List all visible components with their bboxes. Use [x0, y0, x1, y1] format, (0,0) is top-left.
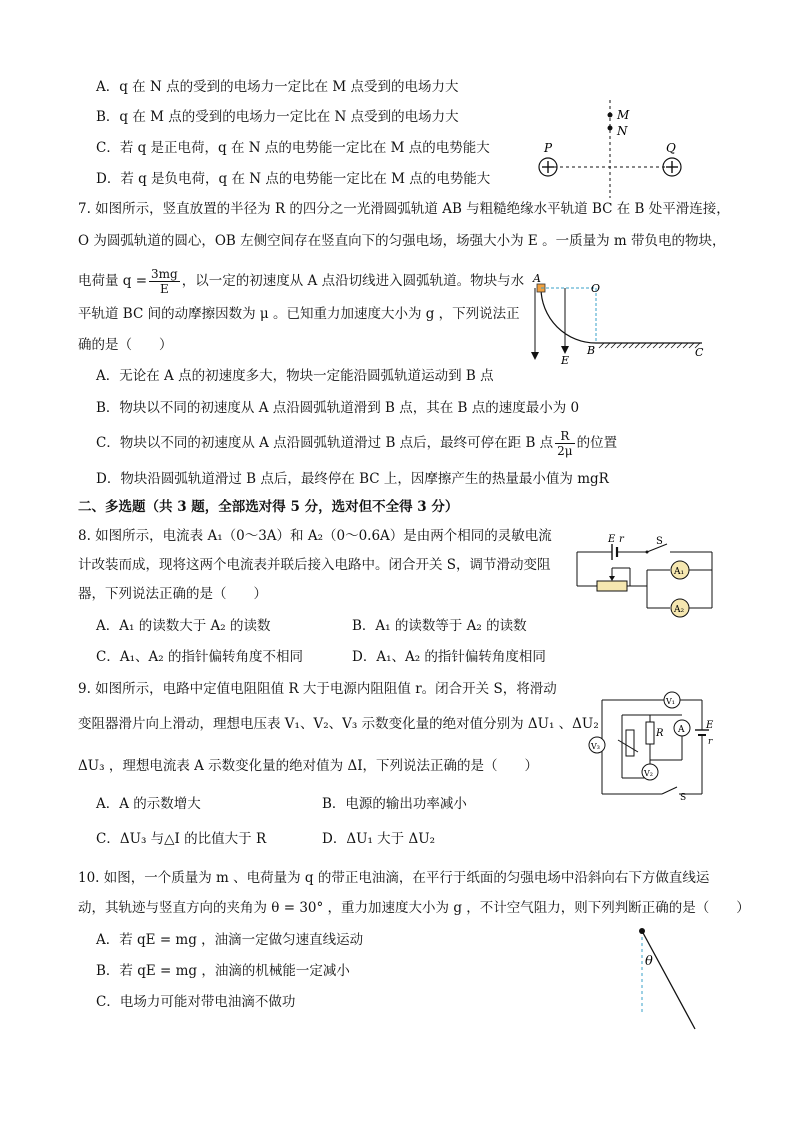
q7-option-c: C．物块以不同的初速度从 A 点沿圆弧轨道滑过 B 点后，最终可停在距 B 点 $\frac{R}{2\mu}$ 的位置: [96, 429, 618, 458]
q6-figure: [530, 100, 700, 200]
q7-option-a: A．无论在 A 点的初速度多大，物块一定能沿圆弧轨道运动到 B 点: [96, 368, 494, 384]
q8-option-d: D．A₁、A₂ 的指针偏转角度相同: [352, 649, 546, 665]
svg-text:E: E: [561, 354, 570, 367]
q7-fraction: $\frac{3mg}{E}$: [151, 267, 178, 296]
label-n: N: [617, 124, 628, 138]
svg-text:S: S: [656, 536, 663, 547]
svg-text:A₁: A₁: [674, 567, 685, 577]
q9-line-2: 变阻器滑片向上滑动，理想电压表 V₁、V₂、V₃ 示数变化量的绝对值分别为 ΔU₁ 、ΔU₂: [78, 716, 599, 732]
q7-line-2: O 为圆弧轨道的圆心，OB 左侧空间存在竖直向下的匀强电场，场强大小为 E 。一质量为 m 带负电的物块，: [78, 233, 726, 249]
q7-option-b: B．物块以不同的初速度从 A 点沿圆弧轨道滑到 B 点，其在 B 点的速度最小为 0: [96, 400, 580, 416]
q10-option-b: B．若 qE = mg ，油滴的机械能一定减小: [96, 963, 350, 979]
q9-option-c: C．ΔU₃ 与△I 的比值大于 R: [96, 831, 267, 847]
label-q: Q: [666, 141, 676, 155]
svg-text:R: R: [656, 728, 664, 739]
svg-text:E: E: [706, 720, 714, 731]
section-title: 二、多选题（共 3 题，全部选对得 5 分，选对但不全得 3 分）: [78, 499, 459, 515]
q8-circuit: [572, 530, 722, 625]
q7-c-fraction: $\frac{R}{2\mu}$: [557, 429, 573, 458]
q10-figure: [630, 925, 710, 1035]
q6-option-d: D．若 q 是负电荷，q 在 N 点的电势能一定比在 M 点的电势能大: [96, 171, 491, 187]
q6-option-b: B．q 在 M 点的受到的电场力一定比在 N 点受到的电场力大: [96, 109, 459, 125]
svg-text:O: O: [591, 282, 601, 295]
svg-text:S: S: [680, 793, 687, 803]
label-m: M: [617, 108, 630, 122]
q8-option-a: A．A₁ 的读数大于 A₂ 的读数: [96, 618, 271, 634]
svg-text:A₂: A₂: [674, 605, 685, 615]
q9-option-d: D．ΔU₁ 大于 ΔU₂: [322, 831, 435, 847]
q8-option-c: C．A₁、A₂ 的指针偏转角度不相同: [96, 649, 303, 665]
q7-figure: [527, 268, 717, 368]
q6-option-a: A．q 在 N 点的受到的电场力一定比在 M 点受到的电场力大: [96, 79, 459, 95]
q8-line-1: 8. 如图所示，电流表 A₁（0～3A）和 A₂（0～0.6A）是由两个相同的灵敏电流: [78, 528, 552, 544]
q7-line-3: 电荷量 q = $\frac{3mg}{E}$ ，以一定的初速度从 A 点沿切线进入圆弧轨道。物块与水: [78, 267, 525, 296]
svg-text:A: A: [533, 272, 541, 285]
svg-text:C: C: [695, 346, 704, 359]
svg-text:E: E: [608, 534, 616, 545]
q8-line-3: 器，下列说法正确的是（ ）: [78, 586, 267, 602]
q7-line-4: 平轨道 BC 间的动摩擦因数为 μ 。已知重力加速度大小为 g ，下列说法正: [78, 306, 520, 322]
q9-option-b: B．电源的输出功率减小: [322, 796, 467, 812]
q7-line-1: 7. 如图所示，竖直放置的半径为 R 的四分之一光滑圆弧轨道 AB 与粗糙绝缘水平轨道 BC 在 B 处平滑连接，: [78, 201, 730, 217]
svg-text:V₁: V₁: [666, 697, 675, 706]
q9-option-a: A．A 的示数增大: [96, 796, 201, 812]
q10-line-2: 动，其轨迹与竖直方向的夹角为 θ = 30° ，重力加速度大小为 g ，不计空气阻力，则下列判断正确的是（ ）: [78, 900, 750, 916]
q7-option-d: D．物块沿圆弧轨道滑过 B 点后，最终停在 BC 上，因摩擦产生的热量最小值为 mgR: [96, 471, 609, 487]
svg-text:A: A: [678, 725, 685, 735]
q10-option-c: C．电场力可能对带电油滴不做功: [96, 994, 296, 1010]
q10-option-a: A．若 qE = mg ，油滴一定做匀速直线运动: [96, 932, 364, 948]
label-p: P: [544, 141, 553, 155]
q9-circuit: [582, 690, 722, 802]
svg-text:B: B: [587, 344, 596, 357]
svg-text:r: r: [619, 534, 624, 545]
q10-line-1: 10. 如图，一个质量为 m 、电荷量为 q 的带正电油滴，在平行于纸面的匀强电场中沿斜向右下方做直线运: [78, 870, 710, 886]
q9-line-3: ΔU₃ ，理想电流表 A 示数变化量的绝对值为 ΔI，下列说法正确的是（ ）: [78, 758, 539, 774]
q9-line-1: 9. 如图所示，电路中定值电阻阻值 R 大于电源内阻阻值 r。闭合开关 S，将滑动: [78, 681, 557, 697]
svg-text:V₂: V₂: [644, 769, 653, 778]
q8-option-b: B．A₁ 的读数等于 A₂ 的读数: [352, 618, 527, 634]
q8-line-2: 计改装而成，现将这两个电流表并联后接入电路中。闭合开关 S，调节滑动变阻: [78, 557, 551, 573]
svg-text:r: r: [708, 737, 713, 747]
svg-text:V₃: V₃: [591, 742, 600, 751]
theta-label: θ: [645, 954, 653, 969]
q7-line-5: 确的是（ ）: [78, 337, 173, 353]
q6-option-c: C．若 q 是正电荷，q 在 N 点的电势能一定比在 M 点的电势能大: [96, 140, 490, 156]
